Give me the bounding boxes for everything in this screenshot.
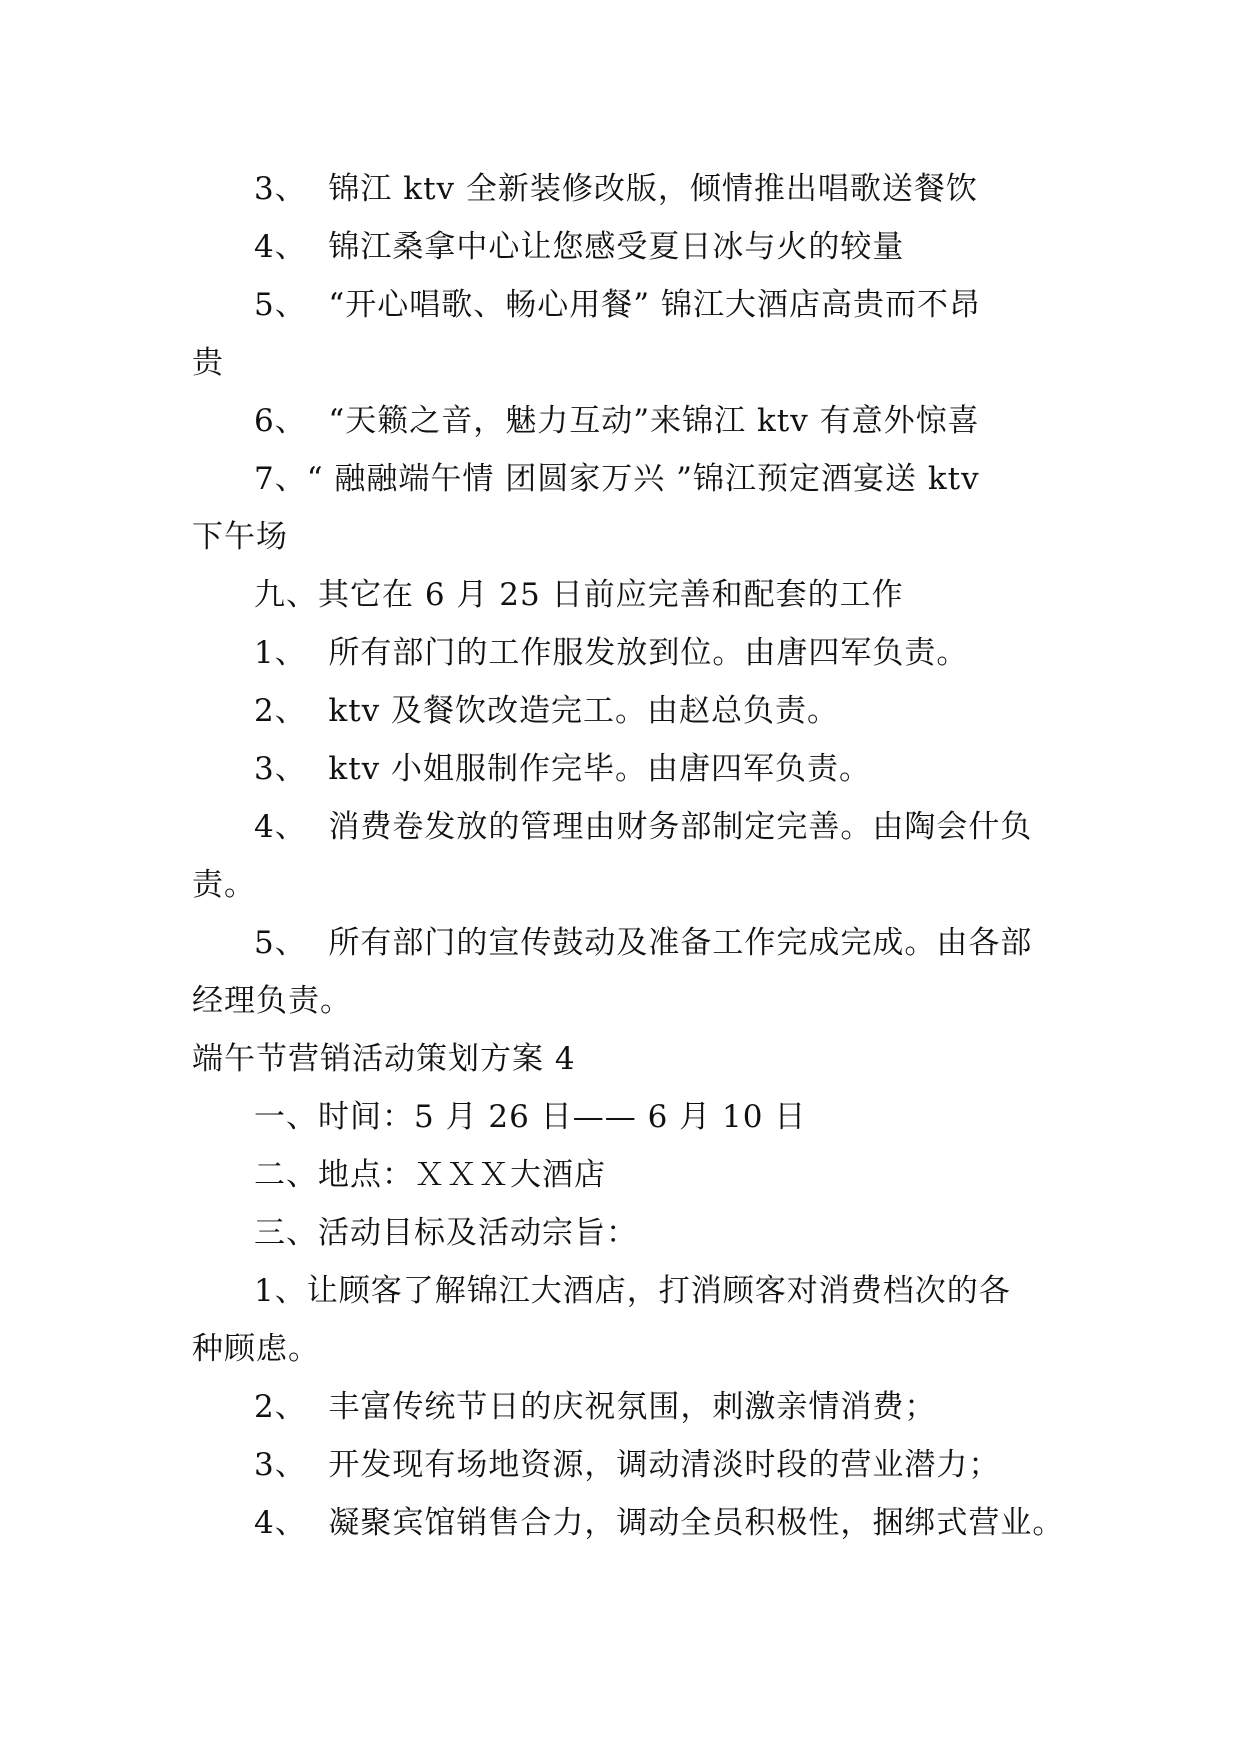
list-item-continuation: 责。 (192, 867, 256, 903)
list-item: 2、 ktv 及餐饮改造完工。由赵总负责。 (254, 693, 840, 729)
section-heading: 二、地点：ＸＸＸ大酒店 (254, 1157, 606, 1193)
list-item-continuation: 下午场 (192, 519, 288, 555)
list-item: 4、 锦江桑拿中心让您感受夏日冰与火的较量 (254, 229, 905, 265)
list-item-continuation: 种顾虑。 (192, 1331, 320, 1367)
list-item-continuation: 经理负责。 (192, 983, 352, 1019)
list-item: 3、 ktv 小姐服制作完毕。由唐四军负责。 (254, 751, 872, 787)
section-heading: 一、时间：5 月 26 日—— 6 月 10 日 (254, 1099, 807, 1135)
list-item: 2、 丰富传统节日的庆祝氛围，刺激亲情消费； (254, 1389, 937, 1425)
list-item: 1、让顾客了解锦江大酒店，打消顾客对消费档次的各 (254, 1273, 1011, 1309)
list-item: 4、 凝聚宾馆销售合力，调动全员积极性，捆绑式营业。 (254, 1505, 1065, 1541)
list-item: 3、 锦江 ktv 全新装修改版，倾情推出唱歌送餐饮 (254, 171, 978, 207)
list-item: 7、“ 融融端午情 团圆家万兴 ”锦江预定酒宴送 ktv (254, 461, 980, 497)
list-item: 6、 “天籁之音，魅力互动”来锦江 ktv 有意外惊喜 (254, 403, 980, 439)
list-item: 5、 所有部门的宣传鼓动及准备工作完成完成。由各部 (254, 925, 1033, 961)
section-heading: 九、其它在 6 月 25 日前应完善和配套的工作 (254, 577, 904, 613)
document-title: 端午节营销活动策划方案 4 (192, 1041, 576, 1077)
list-item-continuation: 贵 (192, 345, 224, 381)
list-item: 3、 开发现有场地资源，调动清淡时段的营业潜力； (254, 1447, 1001, 1483)
list-item: 1、 所有部门的工作服发放到位。由唐四军负责。 (254, 635, 969, 671)
document-body (192, 160, 1065, 1552)
list-item: 5、 “开心唱歌、畅心用餐” 锦江大酒店高贵而不昂 (254, 287, 981, 323)
list-item: 4、 消费卷发放的管理由财务部制定完善。由陶会什负 (254, 809, 1033, 845)
section-heading: 三、活动目标及活动宗旨： (254, 1215, 638, 1251)
